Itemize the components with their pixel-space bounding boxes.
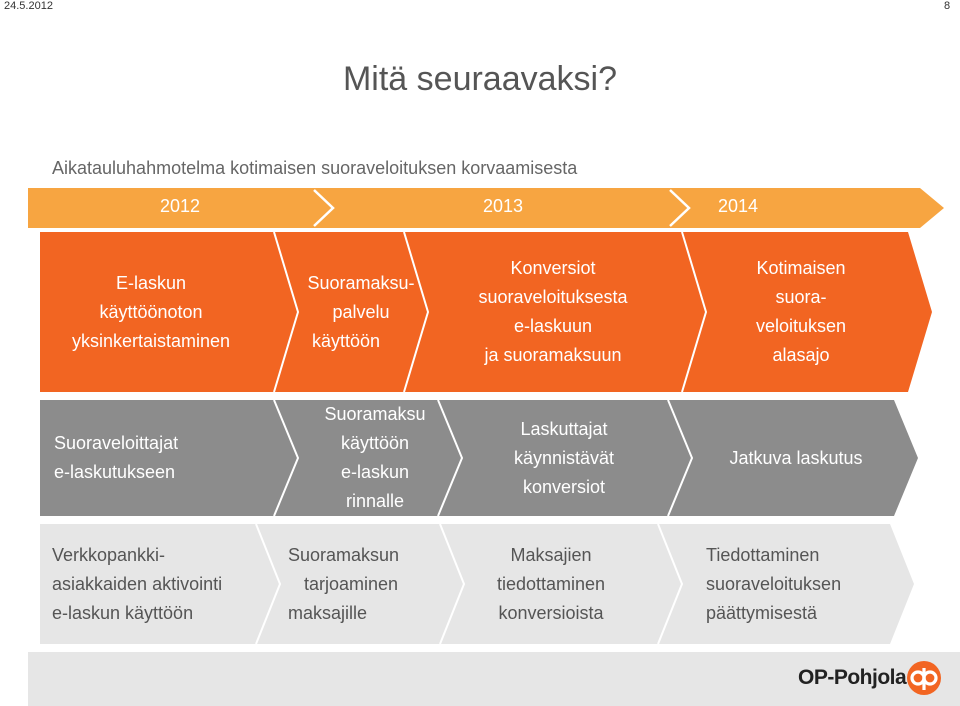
cell-line: asiakkaiden aktivointi (52, 573, 223, 594)
cell-line: Kotimaisen (756, 258, 846, 278)
light-cell-4 (706, 524, 896, 644)
cell-line: konversioista (498, 602, 604, 623)
cell-line: käyttöönoton (99, 301, 203, 322)
cell-line: yksinkertaistaminen (71, 330, 231, 351)
brand-name: OP-Pohjola (798, 666, 907, 689)
page-number: 8 (944, 0, 951, 12)
cell-line: e-laskun (340, 462, 410, 482)
light-cell-3 (466, 524, 636, 644)
cell-line: Tiedottaminen (706, 544, 820, 565)
orange-cell-4 (706, 232, 896, 392)
orange-cell-3 (436, 232, 670, 392)
cell-line: e-laskuun (513, 316, 593, 336)
cell-line: maksajille (288, 602, 368, 623)
slide-title: Mitä seuraavaksi? (342, 60, 617, 98)
cell-line: tiedottaminen (496, 573, 606, 594)
cell-line: Jatkuva laskutus (729, 447, 863, 468)
cell-line: käyttöön (340, 433, 410, 453)
cell-line: e-laskutukseen (54, 462, 176, 482)
cell-line: e-laskun käyttöön (52, 602, 194, 623)
light-cell-2 (288, 524, 438, 644)
cell-line: Suoramaksun (288, 544, 400, 565)
light-cell-1 (52, 524, 256, 644)
cell-line: konversiot (522, 476, 606, 497)
cell-line: tarjoaminen (304, 573, 399, 594)
cell-line: Maksajien (510, 544, 592, 565)
slide-subtitle: Aikatauluhahmotelma kotimaisen suoraveloituksen korvaamisesta (52, 158, 578, 178)
cell-line: Laskuttajat (520, 418, 608, 439)
orange-cell-1 (44, 232, 258, 392)
cell-line: käyttöön (311, 330, 381, 351)
cell-line: Verkkopankki- (52, 544, 166, 565)
year-2013: 2013 (483, 196, 524, 216)
orange-cell-2 (296, 232, 426, 392)
cell-line: Suoraveloittajat (54, 433, 179, 453)
cell-line: suoraveloituksen (706, 573, 842, 594)
cell-line: Suoramaksu (324, 404, 426, 424)
cell-line: suora- (775, 287, 827, 307)
cell-line: Suoramaksu- (307, 272, 415, 293)
gray-cell-2 (300, 400, 450, 516)
gray-cell-3 (466, 400, 662, 516)
cell-line: ja suoramaksuun (484, 345, 622, 365)
cell-line: suoraveloituksesta (478, 287, 628, 307)
op-logo-icon (906, 660, 942, 696)
gray-cell-1 (44, 400, 258, 516)
cell-line: päättymisestä (706, 602, 818, 623)
year-2014: 2014 (718, 196, 759, 216)
cell-line: veloituksen (755, 316, 847, 336)
cell-line: rinnalle (345, 491, 405, 511)
gray-cell-4 (696, 400, 896, 516)
cell-line: alasajo (772, 345, 830, 365)
date: 24.5.2012 (4, 0, 53, 12)
cell-line: käynnistävät (513, 447, 615, 468)
cell-line: Konversiot (510, 258, 596, 278)
cell-line: palvelu (332, 301, 390, 322)
cell-line: E-laskun (115, 272, 187, 293)
year-2012: 2012 (160, 196, 201, 216)
